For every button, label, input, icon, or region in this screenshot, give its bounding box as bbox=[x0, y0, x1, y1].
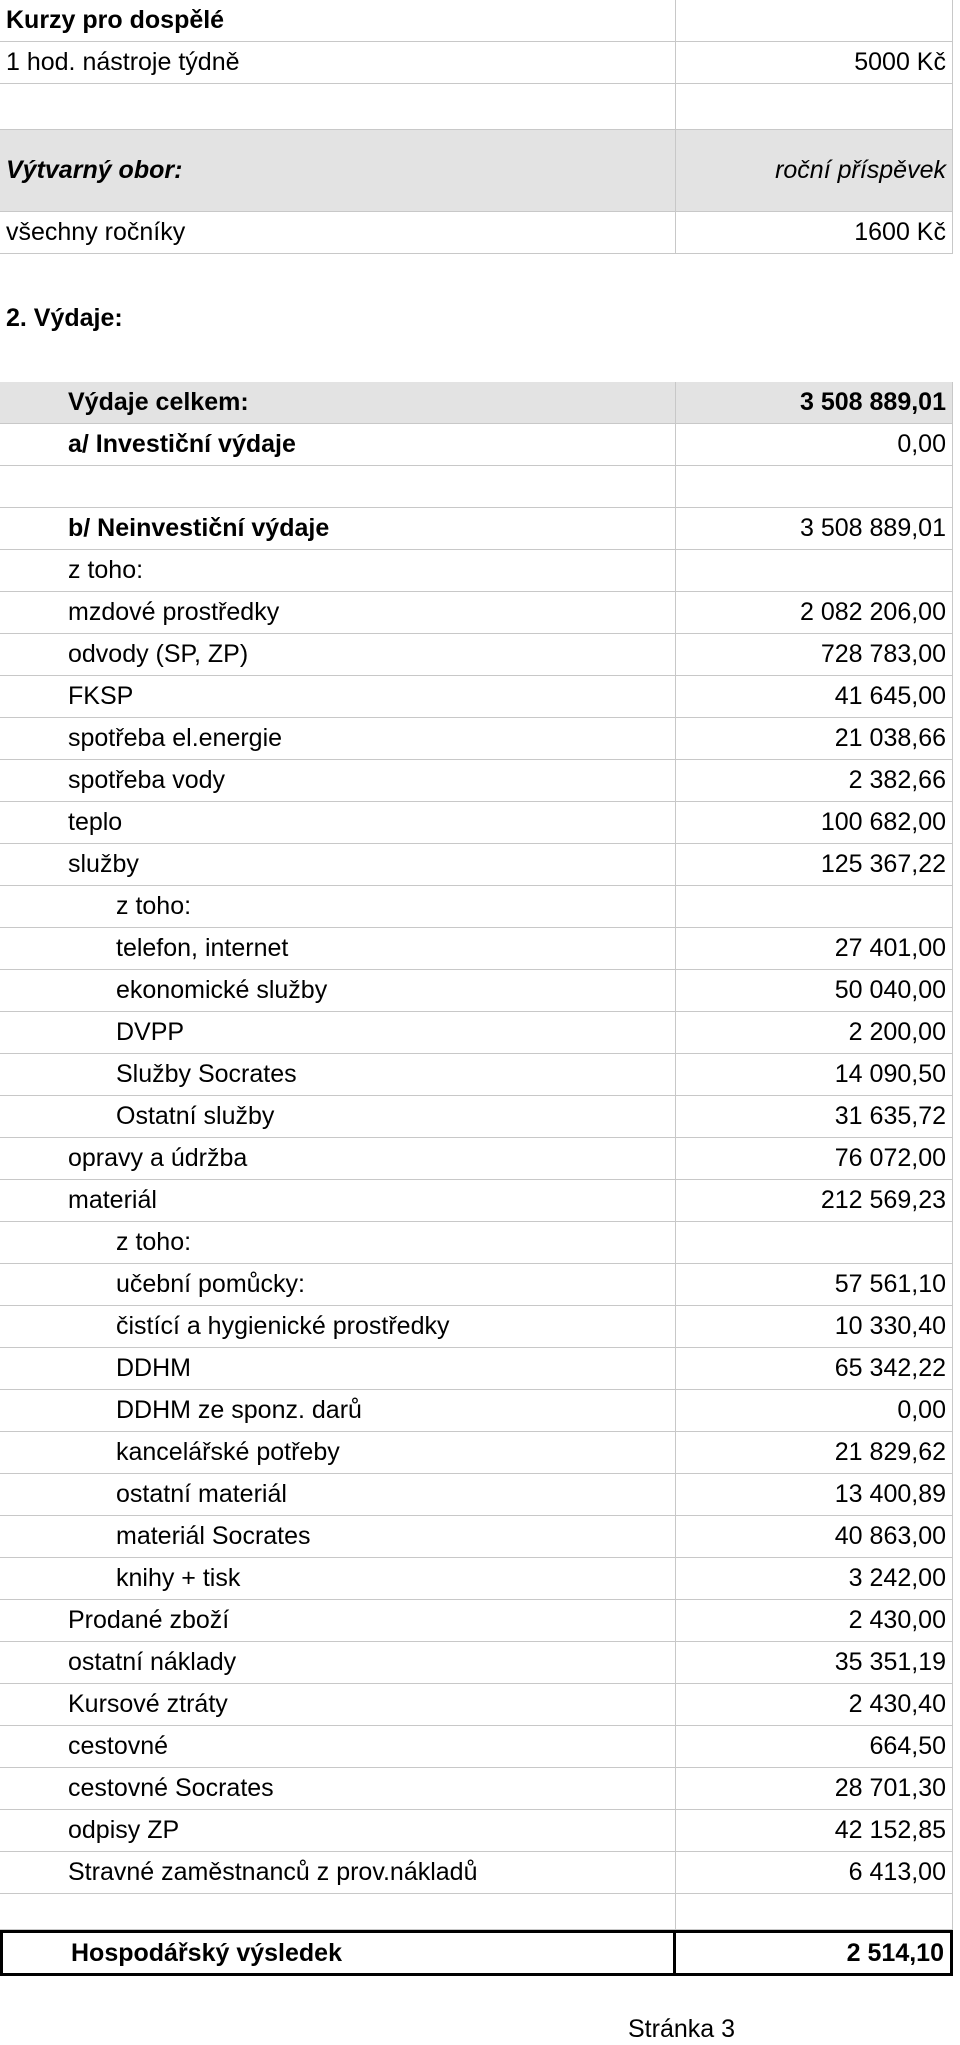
cell-value: 5000 Kč bbox=[676, 42, 953, 84]
result-label: Hospodářský výsledek bbox=[0, 1930, 676, 1976]
row-cestovne bbox=[0, 1726, 953, 1768]
row-neinvesticni bbox=[0, 508, 953, 550]
cell-value: 6 413,00 bbox=[676, 1852, 953, 1894]
cell-value: 35 351,19 bbox=[676, 1642, 953, 1684]
cell-value: 2 430,40 bbox=[676, 1684, 953, 1726]
row-stravne bbox=[0, 1852, 953, 1894]
row-voda bbox=[0, 760, 953, 802]
row-hospodarsky-vysledek bbox=[0, 1930, 953, 1976]
page-number: Stránka 3 bbox=[628, 2015, 736, 2043]
cell-label bbox=[0, 1894, 676, 1930]
section-title-row bbox=[0, 254, 953, 382]
cell-label: Výdaje celkem: bbox=[0, 382, 676, 424]
row-ddhm-sponz bbox=[0, 1390, 953, 1432]
row-cistici bbox=[0, 1306, 953, 1348]
result-value: 2 514,10 bbox=[676, 1930, 953, 1976]
cell-label: Ostatní služby bbox=[0, 1096, 676, 1138]
row-investicni bbox=[0, 424, 953, 466]
cell-label: b/ Neinvestiční výdaje bbox=[0, 508, 676, 550]
cell-label: Prodané zboží bbox=[0, 1600, 676, 1642]
row-opravy bbox=[0, 1138, 953, 1180]
row-telefon bbox=[0, 928, 953, 970]
row-cestovne-socrates bbox=[0, 1768, 953, 1810]
row-prodane-zbozi bbox=[0, 1600, 953, 1642]
section-title: 2. Výdaje: bbox=[6, 303, 123, 332]
cell-value: 125 367,22 bbox=[676, 844, 953, 886]
cell-value: 664,50 bbox=[676, 1726, 953, 1768]
cell-value bbox=[676, 1894, 953, 1930]
cell-label: FKSP bbox=[0, 676, 676, 718]
row-ddhm bbox=[0, 1348, 953, 1390]
cell-value: 3 508 889,01 bbox=[676, 508, 953, 550]
cell-value: 2 082 206,00 bbox=[676, 592, 953, 634]
cell-label: 1 hod. nástroje týdně bbox=[0, 42, 676, 84]
cell-value bbox=[676, 466, 953, 508]
row-knihy bbox=[0, 1558, 953, 1600]
cell-label: cestovné bbox=[0, 1726, 676, 1768]
cell-label bbox=[0, 466, 676, 508]
row-nastroje bbox=[0, 42, 953, 84]
cell-value bbox=[676, 886, 953, 928]
row-energie bbox=[0, 718, 953, 760]
cell-value: 42 152,85 bbox=[676, 1810, 953, 1852]
cell-value: 0,00 bbox=[676, 424, 953, 466]
cell-value: 57 561,10 bbox=[676, 1264, 953, 1306]
cell-value: 100 682,00 bbox=[676, 802, 953, 844]
cell-value: 2 200,00 bbox=[676, 1012, 953, 1054]
cell-label: telefon, internet bbox=[0, 928, 676, 970]
cell-label: DVPP bbox=[0, 1012, 676, 1054]
cell-label bbox=[0, 84, 676, 130]
cell-label: teplo bbox=[0, 802, 676, 844]
row-z-toho bbox=[0, 1222, 953, 1264]
cell-label: Stravné zaměstnanců z prov.nákladů bbox=[0, 1852, 676, 1894]
cell-value: 3 242,00 bbox=[676, 1558, 953, 1600]
cell-label: učební pomůcky: bbox=[0, 1264, 676, 1306]
row-z-toho bbox=[0, 550, 953, 592]
cell-label: Kursové ztráty bbox=[0, 1684, 676, 1726]
cell-value: 14 090,50 bbox=[676, 1054, 953, 1096]
row-mzdove bbox=[0, 592, 953, 634]
cell-value: 41 645,00 bbox=[676, 676, 953, 718]
row-ostatni-material bbox=[0, 1474, 953, 1516]
cell-value: 212 569,23 bbox=[676, 1180, 953, 1222]
cell-label: Kurzy pro dospělé bbox=[0, 0, 676, 42]
row-teplo bbox=[0, 802, 953, 844]
cell-label: opravy a údržba bbox=[0, 1138, 676, 1180]
cell-label: z toho: bbox=[0, 886, 676, 928]
cell-label: z toho: bbox=[0, 1222, 676, 1264]
cell-label: z toho: bbox=[0, 550, 676, 592]
row-blank bbox=[0, 84, 953, 130]
row-vytvarny-obor bbox=[0, 130, 953, 212]
row-blank bbox=[0, 466, 953, 508]
cell-label: knihy + tisk bbox=[0, 1558, 676, 1600]
cell-label: a/ Investiční výdaje bbox=[0, 424, 676, 466]
cell-label: kancelářské potřeby bbox=[0, 1432, 676, 1474]
cell-label: ekonomické služby bbox=[0, 970, 676, 1012]
row-z-toho bbox=[0, 886, 953, 928]
row-blank bbox=[0, 1894, 953, 1930]
row-vsechny-rocniky bbox=[0, 212, 953, 254]
cell-value: 0,00 bbox=[676, 1390, 953, 1432]
cell-label: čistící a hygienické prostředky bbox=[0, 1306, 676, 1348]
row-ostatni-naklady bbox=[0, 1642, 953, 1684]
cell-label: všechny ročníky bbox=[0, 212, 676, 254]
row-material-socrates bbox=[0, 1516, 953, 1558]
cell-value: 28 701,30 bbox=[676, 1768, 953, 1810]
cell-label: ostatní náklady bbox=[0, 1642, 676, 1684]
cell-label: cestovné Socrates bbox=[0, 1768, 676, 1810]
cell-label: DDHM bbox=[0, 1348, 676, 1390]
row-ostatni-sluzby bbox=[0, 1096, 953, 1138]
cell-label: spotřeba vody bbox=[0, 760, 676, 802]
cell-value: 50 040,00 bbox=[676, 970, 953, 1012]
row-vydaje-celkem bbox=[0, 382, 953, 424]
cell-value: 2 430,00 bbox=[676, 1600, 953, 1642]
cell-value: 2 382,66 bbox=[676, 760, 953, 802]
cell-value: 21 829,62 bbox=[676, 1432, 953, 1474]
row-odvody bbox=[0, 634, 953, 676]
row-odpisy bbox=[0, 1810, 953, 1852]
cell-value: 40 863,00 bbox=[676, 1516, 953, 1558]
cell-value bbox=[676, 1222, 953, 1264]
row-ekonomicke bbox=[0, 970, 953, 1012]
cell-value: 27 401,00 bbox=[676, 928, 953, 970]
row-sluzby-socrates bbox=[0, 1054, 953, 1096]
row-ucebni-pomucky bbox=[0, 1264, 953, 1306]
row-kurzy-pro-dospele bbox=[0, 0, 953, 42]
cell-label: spotřeba el.energie bbox=[0, 718, 676, 760]
cell-label: Služby Socrates bbox=[0, 1054, 676, 1096]
cell-value bbox=[676, 0, 953, 42]
row-sluzby bbox=[0, 844, 953, 886]
cell-value: 728 783,00 bbox=[676, 634, 953, 676]
cell-label: mzdové prostředky bbox=[0, 592, 676, 634]
cell-label: materiál bbox=[0, 1180, 676, 1222]
row-kancelarske bbox=[0, 1432, 953, 1474]
cell-value bbox=[676, 84, 953, 130]
cell-value: 3 508 889,01 bbox=[676, 382, 953, 424]
cell-value bbox=[676, 550, 953, 592]
cell-label: ostatní materiál bbox=[0, 1474, 676, 1516]
row-material bbox=[0, 1180, 953, 1222]
cell-label: materiál Socrates bbox=[0, 1516, 676, 1558]
row-kursove-ztraty bbox=[0, 1684, 953, 1726]
cell-label: DDHM ze sponz. darů bbox=[0, 1390, 676, 1432]
row-fksp bbox=[0, 676, 953, 718]
cell-value: 76 072,00 bbox=[676, 1138, 953, 1180]
cell-label: služby bbox=[0, 844, 676, 886]
cell-value: 21 038,66 bbox=[676, 718, 953, 760]
row-dvpp bbox=[0, 1012, 953, 1054]
cell-label: Výtvarný obor: bbox=[0, 130, 676, 212]
cell-value: 31 635,72 bbox=[676, 1096, 953, 1138]
cell-value: 1600 Kč bbox=[676, 212, 953, 254]
cell-value: 10 330,40 bbox=[676, 1306, 953, 1348]
cell-value: 65 342,22 bbox=[676, 1348, 953, 1390]
cell-value: roční příspěvek bbox=[676, 130, 953, 212]
cell-value: 13 400,89 bbox=[676, 1474, 953, 1516]
cell-label: odpisy ZP bbox=[0, 1810, 676, 1852]
cell-label: odvody (SP, ZP) bbox=[0, 634, 676, 676]
